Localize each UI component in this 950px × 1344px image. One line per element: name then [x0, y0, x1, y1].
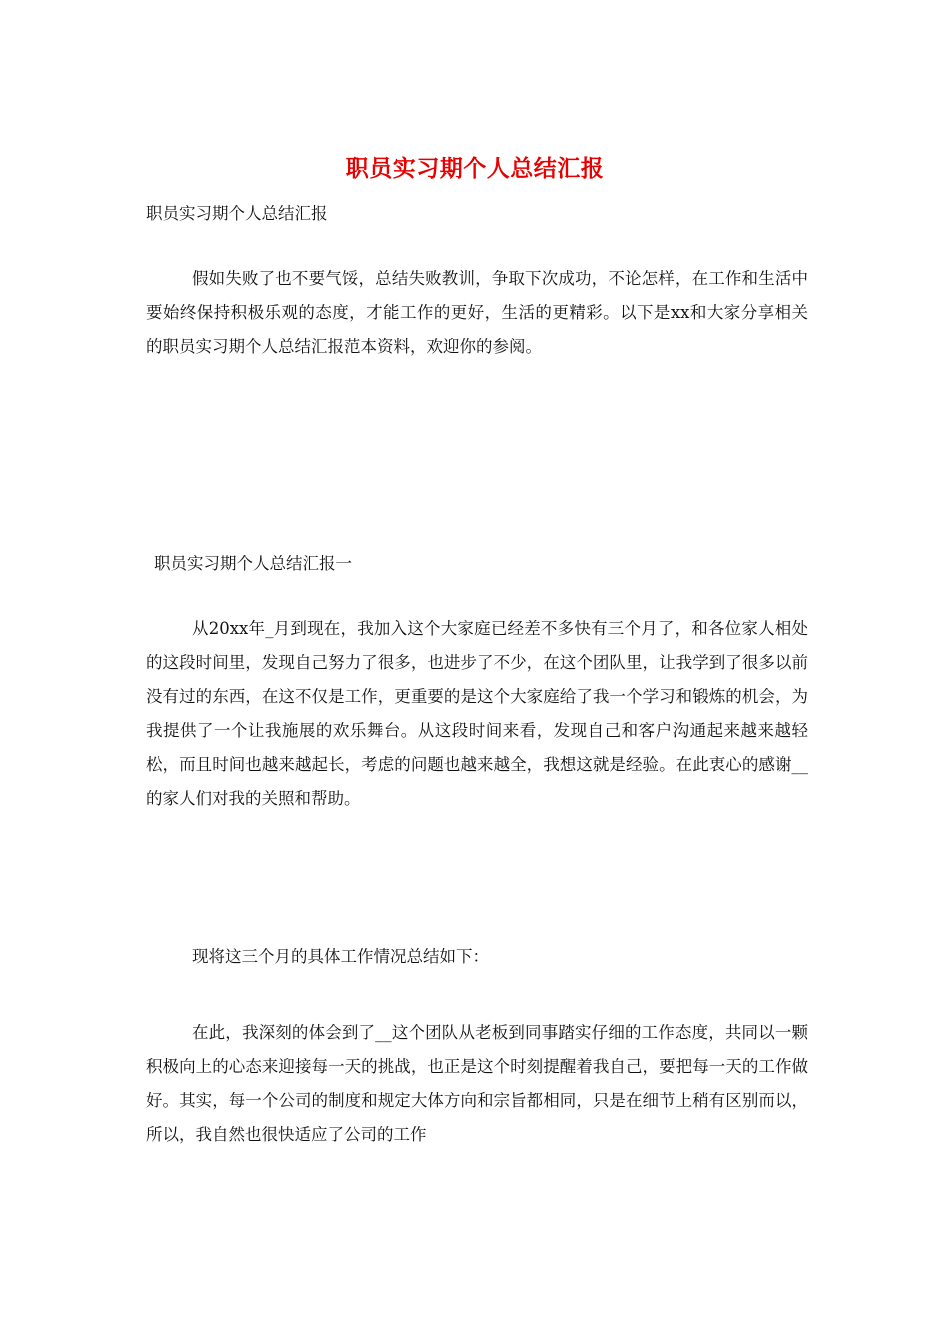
body-paragraph-1: 从20xx年_月到现在，我加入这个大家庭已经差不多快有三个月了，和各位家人相处的这段时间里，发现自己努力了很多，也进步了不少，在这个团队里，让我学到了很多以前没有过的东西，在这不仅是工作，更重要的是这个大家庭给了我一个学习和锻炼的机会，为我提供了一个让我施展的欢乐舞台。从这段时间来看，发现自己和客户沟通起来越来越轻松，而且时间也越来越起长，考虑的问题也越来越全，我想这就是经验。在此衷心的感谢__的家人们对我的关照和帮助。	[146, 619, 808, 808]
section-heading: 职员实习期个人总结汇报一	[154, 554, 352, 573]
intro-paragraph: 假如失败了也不要气馁，总结失败教训，争取下次成功，不论怎样，在工作和生活中要始终保持积极乐观的态度，才能工作的更好，生活的更精彩。以下是xx和大家分享相关的职员实习期个人总结汇报范本资料，欢迎你的参阅。	[146, 269, 808, 356]
document-subtitle: 职员实习期个人总结汇报	[146, 204, 328, 223]
body-paragraph-2: 现将这三个月的具体工作情况总结如下：	[192, 947, 489, 966]
body-paragraph-3: 在此，我深刻的体会到了__这个团队从老板到同事踏实仔细的工作态度，共同以一颗积极向上的心态来迎接每一天的挑战，也正是这个时刻提醒着我自己，要把每一天的工作做好。其实，每一个公司的制度和规定大体方向和宗旨都相同，只是在细节上稍有区别而以，所以，我自然也很快适应了公司的工作	[146, 1023, 808, 1144]
document-title: 职员实习期个人总结汇报	[345, 155, 605, 182]
